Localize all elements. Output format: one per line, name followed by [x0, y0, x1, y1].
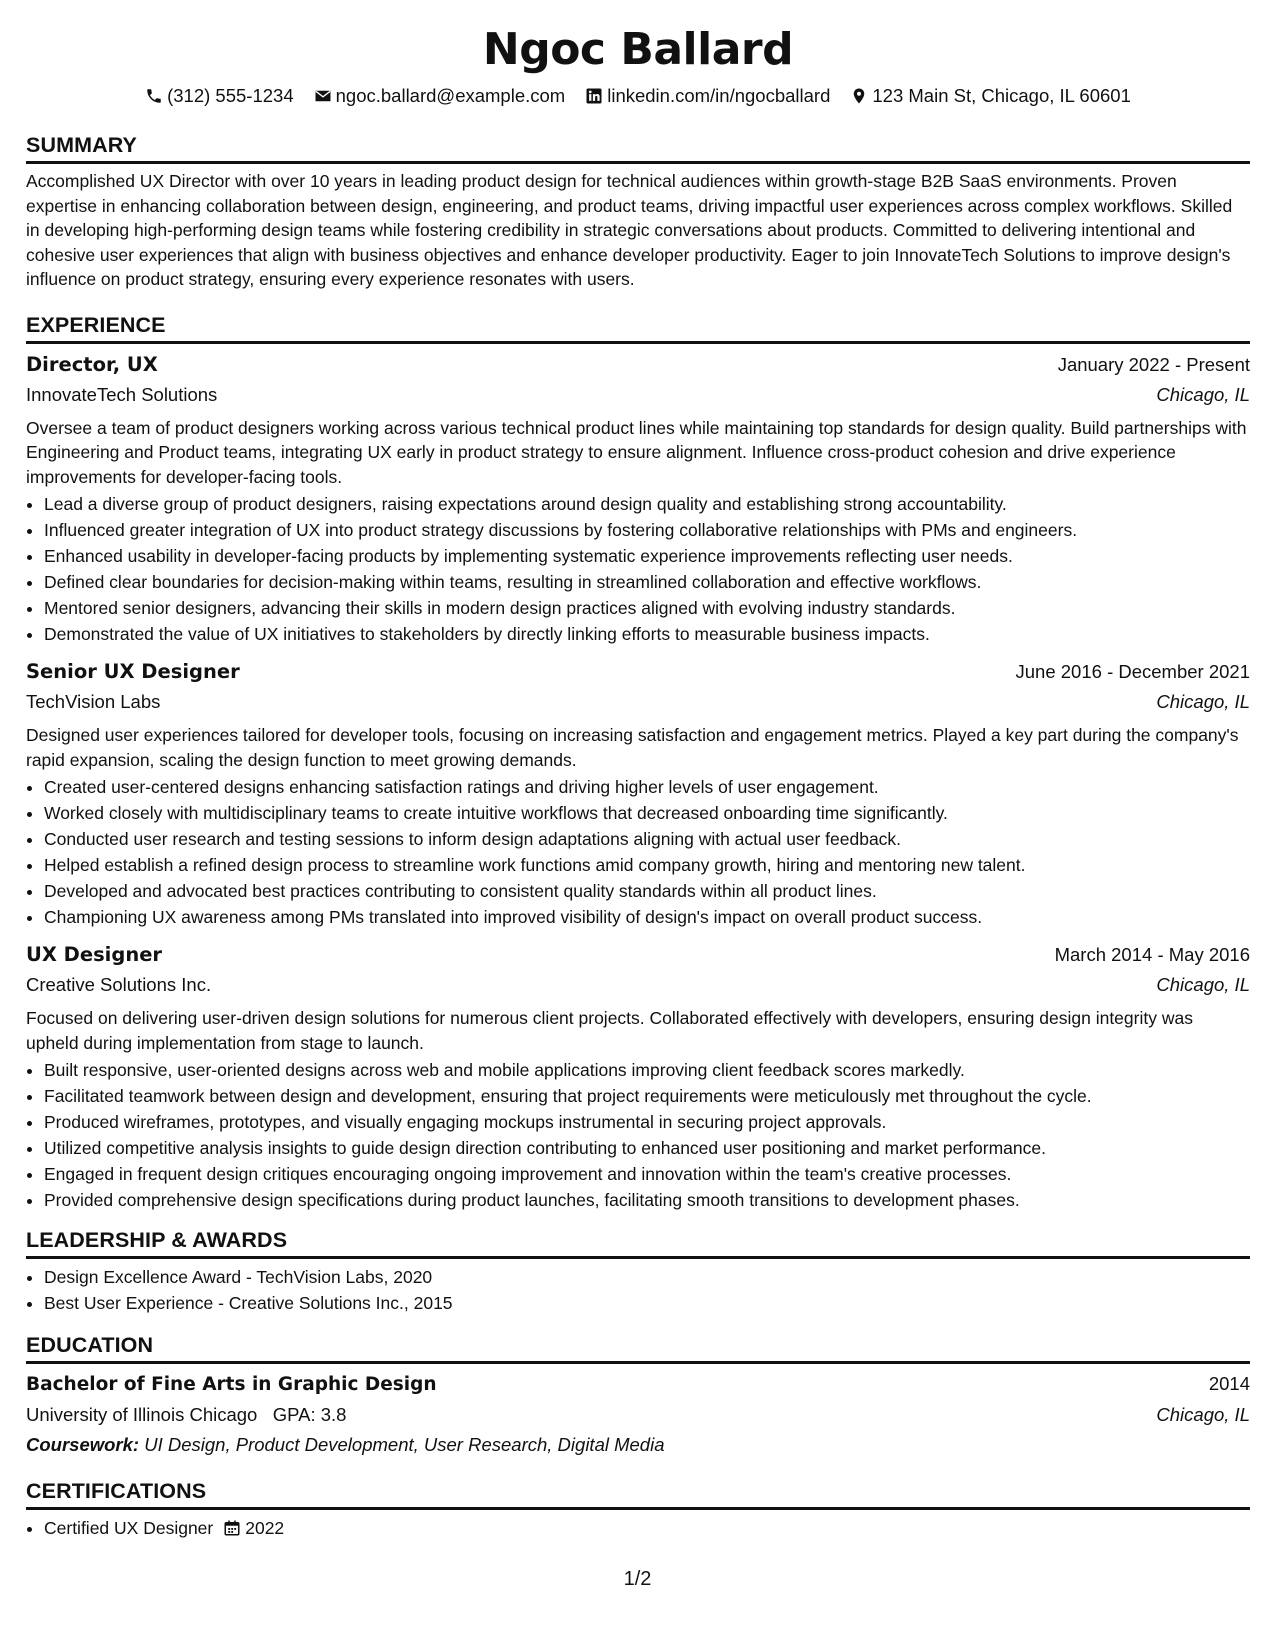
- section-title-certifications: CERTIFICATIONS: [26, 1476, 1250, 1510]
- job-location: Chicago, IL: [1156, 691, 1250, 712]
- certifications-list: [26, 1515, 1250, 1541]
- contact-phone: [145, 82, 294, 110]
- awards-section: [26, 1225, 1250, 1316]
- contact-info: [26, 82, 1250, 110]
- job-location: Chicago, IL: [1156, 974, 1250, 995]
- job-bullet: • Developed and advocated best practices contributing to consistent quality standards within all product lines.: [44, 878, 1250, 904]
- resume-page: [26, 18, 1250, 1541]
- job-bullet: • Influenced greater integration of UX into product strategy discussions by fostering collaborative relationships with PMs and engineers.: [44, 517, 1250, 543]
- phone-icon: [145, 87, 163, 105]
- coursework-list: UI Design, Product Development, User Research, Digital Media: [144, 1434, 665, 1455]
- job-bullet: • Provided comprehensive design specifications during product launches, facilitating smooth transitions to development phases.: [44, 1187, 1250, 1213]
- calendar-icon: [223, 1519, 241, 1537]
- phone-text: (312) 555-1234: [167, 85, 294, 106]
- email-text[interactable]: ngoc.ballard@example.com: [335, 85, 566, 106]
- job-dates: March 2014 - May 2016: [1054, 944, 1250, 965]
- job-bullet: • Enhanced usability in developer-facing products by implementing systematic experience improvements reflecting user needs.: [44, 543, 1250, 569]
- gpa: GPA: 3.8: [272, 1404, 347, 1425]
- page-number: 1/2: [623, 1568, 652, 1590]
- job-entry: [26, 350, 1250, 648]
- contact-linkedin[interactable]: [585, 82, 830, 110]
- contact-email[interactable]: [314, 82, 566, 110]
- coursework: [26, 1430, 1250, 1460]
- degree-name: Bachelor of Fine Arts in Graphic Design: [26, 1374, 437, 1395]
- job-bullet: • Facilitated teamwork between design and development, ensuring that project requirements were meticulously met throughout the cycle.: [44, 1083, 1250, 1109]
- job-title: Director, UX: [26, 352, 158, 376]
- awards-list: [26, 1264, 1250, 1316]
- job-bullet: • Utilized competitive analysis insights to guide design direction contributing to enhanced user positioning and market performance.: [44, 1135, 1250, 1161]
- school-name: University of Illinois Chicago: [26, 1404, 258, 1425]
- section-title-summary: SUMMARY: [26, 130, 1250, 164]
- certification-date: [223, 1515, 284, 1541]
- company-name: TechVision Labs: [26, 691, 161, 712]
- job-entry: [26, 657, 1250, 930]
- certification-year: 2022: [245, 1518, 285, 1538]
- award-item: • Best User Experience - Creative Solutions Inc., 2015: [44, 1290, 1250, 1316]
- job-bullet: • Mentored senior designers, advancing their skills in modern design practices aligned with evolving industry standards.: [44, 595, 1250, 621]
- section-title-experience: EXPERIENCE: [26, 310, 1250, 344]
- company-name: Creative Solutions Inc.: [26, 974, 212, 995]
- job-title: UX Designer: [26, 943, 163, 966]
- job-bullet: • Engaged in frequent design critiques encouraging ongoing improvement and innovation within the team's creative processes.: [44, 1161, 1250, 1187]
- job-bullet: • Championing UX awareness among PMs translated into improved visibility of design's impact on overall product success.: [44, 904, 1250, 930]
- section-title-awards: LEADERSHIP & AWARDS: [26, 1225, 1250, 1259]
- job-bullet: • Worked closely with multidisciplinary teams to create intuitive workflows that decreased onboarding time significantly.: [44, 800, 1250, 826]
- school-location: Chicago, IL: [1156, 1404, 1250, 1425]
- education-section: [26, 1330, 1250, 1460]
- contact-address: [850, 82, 1131, 110]
- job-description: Designed user experiences tailored for developer tools, focusing on increasing satisfaction and engagement metrics. Played a key part during the company's rapid expansion, scaling the design function to meet growing demands.: [26, 725, 1239, 770]
- job-title: Senior UX Designer: [26, 660, 240, 683]
- experience-section: [26, 310, 1250, 1214]
- linkedin-icon: [585, 87, 603, 105]
- address-text: 123 Main St, Chicago, IL 60601: [872, 85, 1131, 106]
- candidate-name: Ngoc Ballard: [482, 24, 794, 75]
- graduation-year: 2014: [1208, 1373, 1250, 1394]
- summary-text: Accomplished UX Director with over 10 years in leading product design for technical audiences within growth-stage B2B SaaS environments. Proven expertise in enhancing collaboration between design, engineering, and product teams, driving impactful user experiences across complex workflows. Skilled in developing high-performing design teams while fostering credibility in strategic conversations about products. Committed to delivering intentional and cohesive user experiences that align with business objectives and enhance developer productivity. Eager to join InnovateTech Solutions to improve design's influence on product strategy, ensuring every experience resonates with users.: [26, 171, 1233, 289]
- job-bullets: [26, 491, 1250, 647]
- map-marker-icon: [850, 87, 868, 105]
- job-bullet: • Conducted user research and testing sessions to inform design adaptations aligning with actual user feedback.: [44, 826, 1250, 852]
- job-bullet: • Defined clear boundaries for decision-making within teams, resulting in streamlined collaboration and effective workflows.: [44, 569, 1250, 595]
- school-and-gpa: [26, 1400, 346, 1430]
- resume-header: [26, 18, 1250, 110]
- job-bullets: [26, 774, 1250, 930]
- linkedin-text[interactable]: linkedin.com/in/ngocballard: [607, 85, 831, 106]
- summary-section: [26, 130, 1250, 292]
- job-dates: June 2016 - December 2021: [1015, 661, 1250, 682]
- company-name: InnovateTech Solutions: [26, 383, 218, 405]
- job-description: Focused on delivering user-driven design solutions for numerous client projects. Collaborated effectively with developers, ensuring design integrity was upheld during implementation from stage to launch.: [26, 1008, 1193, 1053]
- job-bullets: [26, 1057, 1250, 1213]
- certification-name: • Certified UX Designer: [44, 1518, 214, 1538]
- section-title-education: EDUCATION: [26, 1330, 1250, 1364]
- job-bullet: • Created user-centered designs enhancing satisfaction ratings and driving higher levels of user engagement.: [44, 774, 1250, 800]
- job-bullet: • Built responsive, user-oriented designs across web and mobile applications improving client feedback scores markedly.: [44, 1057, 1250, 1083]
- job-bullet: • Produced wireframes, prototypes, and visually engaging mockups instrumental in securing project approvals.: [44, 1109, 1250, 1135]
- certification-item: [44, 1515, 1250, 1541]
- job-bullet: • Helped establish a refined design process to streamline work functions amid company growth, hiring and mentoring new talent.: [44, 852, 1250, 878]
- coursework-label: Coursework:: [26, 1434, 140, 1455]
- job-dates: January 2022 - Present: [1057, 353, 1250, 375]
- job-bullet: • Demonstrated the value of UX initiatives to stakeholders by directly linking efforts to measurable business impacts.: [44, 621, 1250, 647]
- job-bullet: • Lead a diverse group of product designers, raising expectations around design quality and establishing strong accountability.: [44, 491, 1250, 517]
- job-entry: [26, 940, 1250, 1213]
- award-item: • Design Excellence Award - TechVision Labs, 2020: [44, 1264, 1250, 1290]
- envelope-icon: [314, 87, 332, 105]
- job-location: Chicago, IL: [1156, 383, 1250, 405]
- job-description: Oversee a team of product designers working across various technical product lines while maintaining top standards for design quality. Build partnerships with Engineering and Product teams, integrating UX early in product strategy to ensure alignment. Influence cross-product cohesion and drive experience improvements for developer-facing tools.: [26, 417, 1247, 487]
- certifications-section: [26, 1476, 1250, 1541]
